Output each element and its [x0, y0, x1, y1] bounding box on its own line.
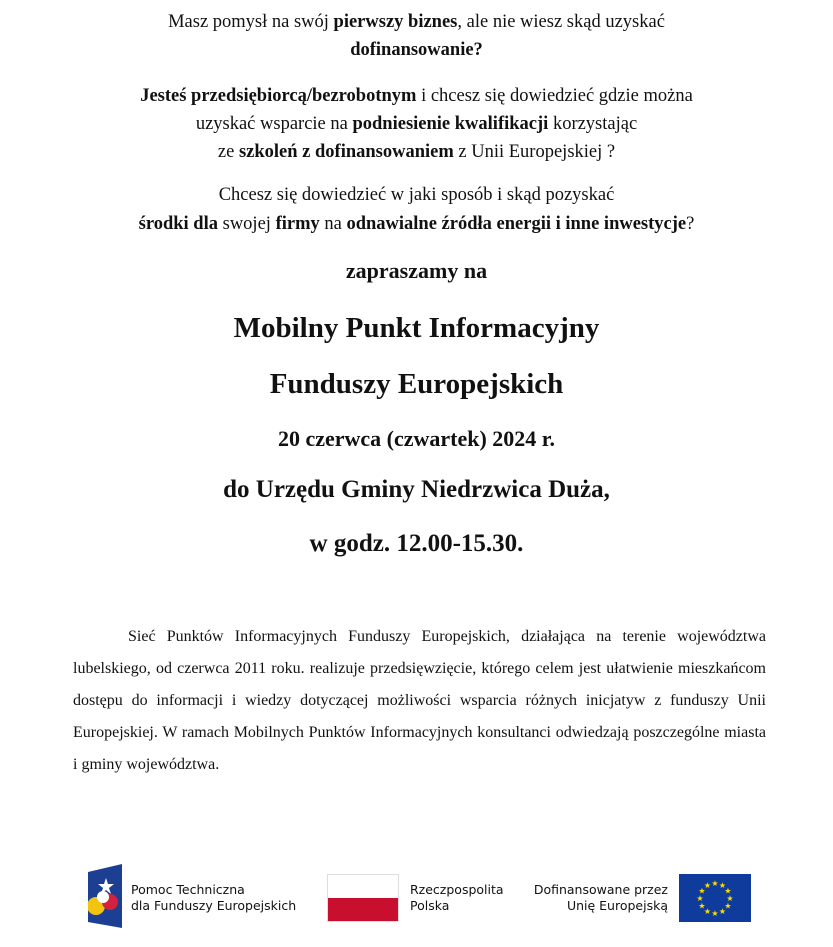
eu-star-icon: ★ — [711, 909, 719, 918]
eu-star-icon: ★ — [724, 886, 732, 896]
emphasis-text: pierwszy biznes — [333, 12, 458, 32]
emphasis-text: firmy — [275, 214, 320, 234]
eu-star-icon: ★ — [698, 886, 706, 896]
intro-text-segment: swojej — [218, 214, 276, 234]
eu-star-icon: ★ — [703, 881, 712, 891]
intro-line — [0, 138, 833, 166]
eu-star-icon: ★ — [724, 901, 732, 911]
intro-line — [0, 8, 833, 36]
funds-logo-icon — [88, 864, 122, 928]
eu-star-icon: ★ — [711, 879, 719, 888]
intro-line — [0, 36, 833, 64]
intro-line — [0, 210, 833, 238]
event-date: 20 czerwca (czwartek) 2024 r. — [277, 426, 556, 451]
event-title-line2: Funduszy Europejskich — [269, 368, 564, 400]
eu-logo-text — [520, 882, 668, 914]
emphasis-text: Jesteś przedsiębiorcą/bezrobotnym — [140, 86, 417, 106]
funds-logo-line1: Pomoc Techniczna — [131, 882, 245, 897]
eu-flag-icon — [679, 874, 751, 922]
intro-text-segment: z Unii Europejskiej ? — [453, 142, 616, 162]
funds-logo-line2: dla Funduszy Europejskich — [131, 898, 297, 913]
description-paragraph: Sieć Punktów Informacyjnych Funduszy Europejskich, działająca na terenie województwa lubelskiego, od czerwca 2011 roku. realizuje przedsięwzięcie, którego celem jest ułatwienie mieszkańcom dostępu do informacji i wiedzy dotyczącej możliwości wsparcia różnych inicjatyw z funduszy Unii Europejskiej. W ramach Mobilnych Punktów Informacyjnych konsultanci odwiedzają poszczególne miasta i gminy województwa. — [73, 628, 766, 773]
funds-logo-text — [131, 882, 296, 914]
poland-logo-text — [410, 882, 504, 914]
intro-text-segment: Chcesz się dowiedzieć w jaki sposób i skąd pozyskać — [218, 185, 615, 205]
intro-text-segment: na — [319, 214, 347, 234]
eu-star-icon: ★ — [726, 894, 734, 903]
intro-line — [0, 110, 833, 138]
intro-text-segment: uzyskać wsparcie na — [195, 114, 353, 134]
emphasis-text: odnawialne źródła energii i inne inwestycje — [346, 214, 687, 234]
poland-logo-line1: Rzeczpospolita — [410, 882, 504, 897]
intro-text-segment: ze — [217, 142, 239, 162]
intro-text-segment: i chcesz się dowiedzieć gdzie można — [416, 86, 693, 106]
eu-star-icon: ★ — [696, 894, 704, 903]
eu-star-icon: ★ — [718, 906, 727, 916]
emphasis-text: podniesienie kwalifikacji — [352, 114, 549, 134]
intro-line — [0, 82, 833, 110]
intro-text-segment: Masz pomysł na swój — [168, 12, 334, 32]
eu-star-icon: ★ — [718, 881, 727, 891]
event-place: do Urzędu Gminy Niedrzwica Duża, — [223, 476, 610, 503]
intro-text-segment: , ale nie wiesz skąd uzyskać — [457, 12, 665, 32]
event-hours: w godz. 12.00-15.30. — [309, 530, 524, 557]
poland-logo-line2: Polska — [410, 898, 450, 913]
event-title-line1: Mobilny Punkt Informacyjny — [233, 312, 600, 344]
intro-text-segment: korzystając — [548, 114, 638, 134]
eu-logo-line2: Unię Europejską — [566, 898, 668, 913]
polish-flag-icon — [327, 874, 399, 922]
logo-bar — [0, 862, 833, 932]
description — [73, 621, 766, 781]
intro-text-segment: ? — [686, 214, 695, 234]
emphasis-text: dofinansowanie? — [350, 40, 483, 60]
eu-star-icon: ★ — [698, 901, 706, 911]
invite-text: zapraszamy na — [345, 258, 488, 283]
eu-star-icon: ★ — [703, 906, 712, 916]
eu-logo-line1: Dofinansowane przez — [533, 882, 668, 897]
intro-line — [0, 181, 833, 209]
emphasis-text: szkoleń z dofinansowaniem — [238, 142, 454, 162]
emphasis-text: środki dla — [138, 214, 218, 234]
